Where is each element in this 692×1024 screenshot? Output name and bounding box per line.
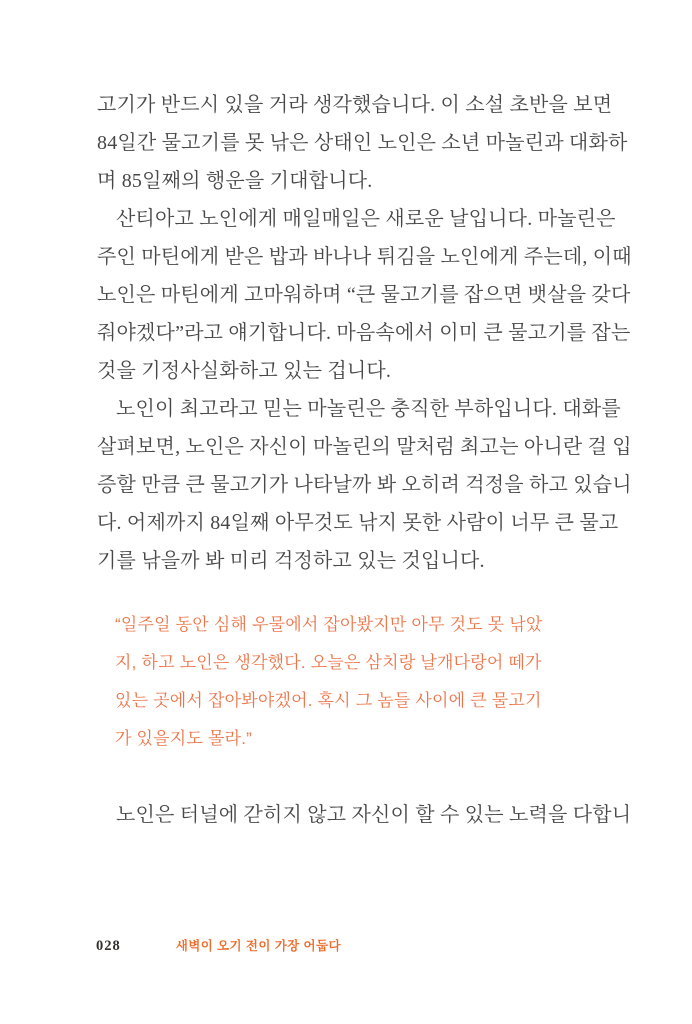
body-paragraph-3 [97,390,632,580]
text-line: 고기가 반드시 있을 거라 생각했습니다. 이 소설 초반을 보면 [97,94,613,116]
page-footer [96,936,341,955]
book-title: 새벽이 오기 전이 가장 어둡다 [175,939,341,953]
pull-quote [115,606,575,758]
text-line: 살펴보면, 노인은 자신이 마놀린의 말처럼 최고는 아니란 걸 입 [97,436,632,458]
text-line: 산티아고 노인에게 매일매일은 새로운 날입니다. 마놀린은 [116,208,616,230]
text-line: 며 85일째의 행운을 기대합니다. [97,170,373,192]
body-paragraph-4 [97,796,632,834]
text-line: 줘야겠다”라고 얘기합니다. 마음속에서 이미 큰 물고기를 잡는 [97,322,631,344]
text-line: 노인은 터널에 갇히지 않고 자신이 할 수 있는 노력을 다합니 [116,804,632,826]
text-line: 가 있을지도 몰라.” [115,729,252,748]
text-line: 84일간 물고기를 못 낚은 상태인 노인은 소년 마놀린과 대화하 [97,132,628,154]
text-line: 주인 마틴에게 받은 밥과 바나나 튀김을 노인에게 주는데, 이때 [97,246,632,268]
body-paragraph-1 [97,86,628,200]
body-paragraph-2 [97,200,632,390]
text-line: 노인은 마틴에게 고마워하며 “큰 물고기를 잡으면 뱃살을 갖다 [97,284,631,306]
text-line: 지, 하고 노인은 생각했다. 오늘은 삼치랑 날개다랑어 떼가 [115,653,542,672]
page-number: 028 [96,938,121,954]
text-line: 증할 만큼 큰 물고기가 나타날까 봐 오히려 걱정을 하고 있습니 [97,474,632,496]
page-content [97,86,632,834]
text-line: “일주일 동안 심해 우물에서 잡아봤지만 아무 것도 못 낚았 [115,615,543,634]
text-line: 있는 곳에서 잡아봐야겠어. 혹시 그 놈들 사이에 큰 물고기 [115,691,542,710]
text-line: 다. 어제까지 84일째 아무것도 낚지 못한 사람이 너무 큰 물고 [97,512,619,534]
text-line: 노인이 최고라고 믿는 마놀린은 충직한 부하입니다. 대화를 [116,398,621,420]
text-line: 것을 기정사실화하고 있는 겁니다. [97,360,392,382]
text-line: 기를 낚을까 봐 미리 걱정하고 있는 것입니다. [97,550,485,572]
